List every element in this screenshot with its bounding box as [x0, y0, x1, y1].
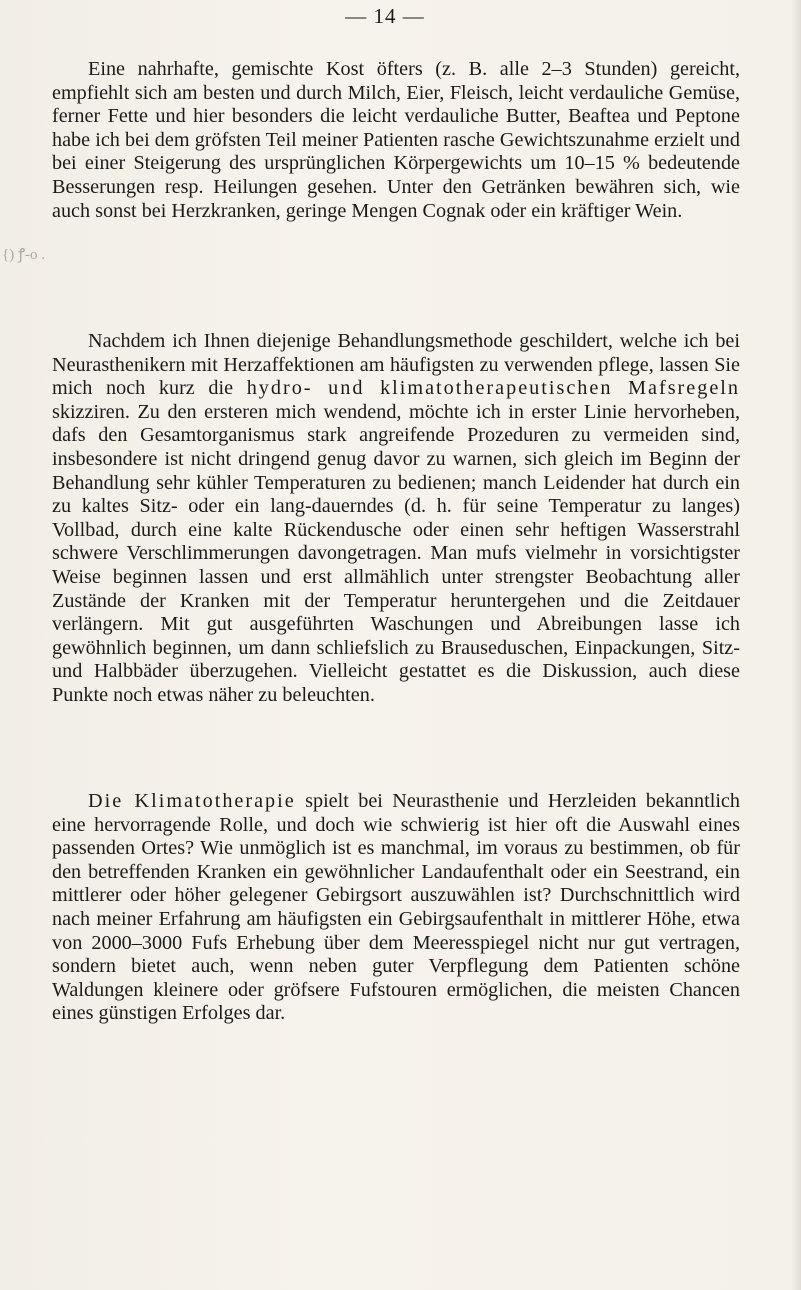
emphasized-term: hydro- und klimatotherapeutischen Mafsregeln — [246, 377, 740, 400]
paragraph-text-start: Nachdem ich Ihnen diejenige Behandlungsmethode geschildert, welche ich bei Neurasthenikern mit Herzaffektionen am häufigsten zu verwenden pflege, lassen Sie mich noch kurz die — [52, 330, 740, 400]
paragraph-text-rest: skizziren. Zu den ersteren mich wendend, möchte ich in erster Linie hervorheben, dafs den Gesamtorganismus stark angreifende Prozeduren zu vermeiden sind, insbesondere ist nicht dringend genug davor zu warnen, sich gleich im Beginn der Behandlung sehr kühler Temperaturen zu bedienen; manch Leidender hat durch ein zu kaltes Sitz- oder ein lang-dauerndes (d. h. für seine Temperatur zu langes) Vollbad, durch eine kalte Rückendusche oder einen sehr heftigen Wasserstrahl schwere Verschlimmerungen davongetragen. Man mufs vielmehr in vorsichtigster Weise beginnen lassen und erst allmählich unter strengster Beobachtung aller Zustände der Kranken mit der Temperatur heruntergehen und die Zeitdauer verlängern. Mit gut ausgeführten Waschungen und Abreibungen lasse ich gewöhnlich beginnen, um dann schliefslich zu Brauseduschen, Einpackungen, Sitz- und Halbbäder überzugehen. Vielleicht gestattet es die Diskussion, auch diese Punkte noch etwas näher zu beleuchten. — [52, 400, 740, 706]
paragraph-text-rest: spielt bei Neurasthenie und Herzleiden bekanntlich eine hervorragende Rolle, und doch wie schwierig ist hier oft die Auswahl eines passenden Ortes? Wie unmöglich ist es manchmal, im voraus zu bestimmen, ob für den betreffenden Kranken ein gewöhnlicher Landaufenthalt oder ein Seestrand, ein mittlerer oder höher gelegener Gebirgsort auszuwählen ist? Durchschnittlich wird nach meiner Erfahrung am häufigsten ein Gebirgsaufenthalt in mittlerer Höhe, etwa von 2000–3000 Fufs Erhebung über dem Meeresspiegel nicht nur gut vertragen, sondern bietet auch, wenn neben guter Verpflegung dem Patienten schöne Waldungen kleinere oder gröfsere Fufstouren ermöglichen, die meisten Chancen eines günstigen Erfolges dar. — [52, 790, 740, 1025]
paragraph-hydrotherapy — [52, 330, 740, 708]
emphasized-term: Die Klimatotherapie — [88, 790, 296, 812]
page-number: — 14 — — [345, 4, 425, 28]
margin-annotation: {) ꝭ‑o . — [2, 247, 46, 263]
paragraph-diet — [52, 58, 740, 223]
paragraph-text — [52, 330, 740, 708]
paragraph-climatotherapy — [52, 790, 740, 1026]
page-edge-shadow — [791, 0, 801, 1290]
paragraph-text: Eine nahrhafte, gemischte Kost öfters (z. B. alle 2–3 Stunden) gereicht, empfiehlt sich am besten und durch Milch, Eier, Fleisch, leicht verdauliche Gemüse, ferner Fette und hier besonders die leicht verdauliche Butter, Beaftea und Peptone habe ich bei dem gröfsten Teil meiner Patienten rasche Gewichtszunahme erzielt und bei einer Steigerung des ursprünglichen Körpergewichts um 10–15 % bedeutende Besserungen resp. Heilungen gesehen. Unter den Getränken bewähren sich, wie auch sonst bei Herzkranken, geringe Mengen Cognak oder ein kräftiger Wein. — [52, 58, 740, 222]
paragraph-text — [52, 790, 740, 1026]
